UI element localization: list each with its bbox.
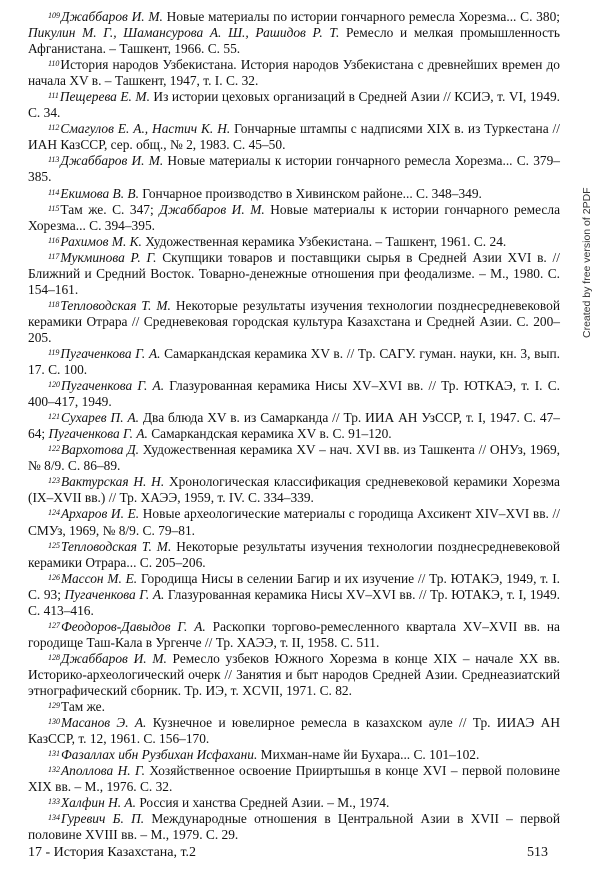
page-number: 513 <box>527 845 548 860</box>
endnote-item <box>28 121 560 153</box>
endnote-number: 109 <box>48 11 60 20</box>
endnote-text: Новые материалы к истории гончарного ремесла Хорезма... С. 379–385. <box>28 153 560 185</box>
endnote-number: 120 <box>48 380 60 390</box>
endnote-text: Из истории цеховых организаций в Средней Азии // КСИЭ, т. VI, 1949. С. 34. <box>28 89 560 121</box>
endnote-item <box>28 298 560 346</box>
endnote-item <box>28 715 560 747</box>
endnote-text: Михман-наме йи Бухара... С. 101–102. <box>257 747 480 763</box>
endnote-number: 117 <box>48 251 60 261</box>
endnote-item <box>28 346 560 378</box>
endnote-number: 124 <box>48 508 60 518</box>
endnote-text: Художественная керамика XV – нач. XVI вв. из Ташкента // ОНУз, 1969, № 8/9. С. 86–89. <box>28 442 560 474</box>
endnote-author: Пещерева Е. М. <box>59 89 150 105</box>
endnote-text: Некоторые результаты изучения технологии позднесредневековой керамики Отрара // Средневековая городская культура Казахстана и Средней Азии. С. 200–205. <box>28 297 560 345</box>
endnote-text: Россия и ханства Средней Азии. – М., 1974. <box>135 795 390 811</box>
endnote-number: 129 <box>48 701 60 711</box>
endnote-author: Вактурская Н. Н. <box>61 474 165 490</box>
endnote-number: 121 <box>48 412 60 422</box>
endnote-author: Джаббаров И. М. <box>61 650 167 666</box>
endnote-author: Смагулов Е. А., Настич К. Н. <box>60 121 231 137</box>
endnote-number: 118 <box>48 299 60 309</box>
endnote-item <box>28 474 560 506</box>
endnote-text: Глазурованная керамика Нисы XV–XVI вв. // Тр. ЮТАКЭ, т. I, 1949. С. 413–416. <box>28 586 560 618</box>
endnote-text: Раскопки торгово-ремесленного квартала XV–XVII вв. на городище Таш-Кала в Ургенче // Тр. ХАЭЭ, т. II, 1958. С. 511. <box>28 618 561 650</box>
endnote-author: Мукминова Р. Г. <box>60 249 157 265</box>
endnote-item <box>28 651 560 699</box>
endnote-text: Новые материалы по истории гончарного ремесла Хорезма... С. 380; <box>162 9 560 24</box>
watermark-text: Created by free version of 2PDF <box>581 187 593 338</box>
signature-mark: 17 - История Казахстана, т.2 <box>28 845 197 860</box>
endnote-text: Хозяйственное освоение Прииртышья в конце XVI – первой половине XIX вв. – М., 1976. С. 32. <box>28 763 560 795</box>
endnote-item <box>28 539 560 571</box>
endnote-item <box>28 153 560 185</box>
endnote-item <box>28 234 560 250</box>
endnote-author: Фазаллах ибн Рузбихан Исфахани. <box>61 747 258 763</box>
endnote-item <box>28 747 560 763</box>
endnote-text: Два блюда XV в. из Самарканда // Тр. ИИА АН УзССР, т. I, 1947. С. 47–64; <box>28 410 560 442</box>
endnote-number: 122 <box>48 444 60 454</box>
endnote-item <box>28 57 560 89</box>
endnote-item <box>28 506 560 538</box>
endnote-text: Кузнечное и ювелирное ремесла в казахском ауле // Тр. ИИАЭ АН КазССР, т. 12, 1961. С. 156–170. <box>28 715 560 747</box>
endnote-number: 125 <box>48 540 60 550</box>
endnote-text: Ремесло и мелкая промышленность Афганистана. – Ташкент, 1966. С. 55. <box>28 25 560 57</box>
endnote-number: 131 <box>48 749 60 759</box>
endnote-text: Некоторые результаты изучения технологии позднесредневековой керамики Отрара... С. 205–206. <box>28 538 560 570</box>
endnote-author: Халфин Н. А. <box>61 795 136 811</box>
endnote-text: Международные отношения в Центральной Азии в XVII – первой половине XVIII вв. – М., 1979. С. 29. <box>28 811 560 843</box>
endnote-number: 132 <box>48 765 60 775</box>
pdf-watermark <box>579 168 595 338</box>
endnote-author: Джаббаров И. М. <box>159 201 265 217</box>
endnote-author: Тепловодская Т. М. <box>61 538 172 554</box>
endnote-author: Вархотова Д. <box>61 442 140 458</box>
endnote-author: Джаббаров И. М. <box>61 9 163 24</box>
endnote-item <box>28 202 560 234</box>
endnote-item <box>28 89 560 121</box>
endnote-item <box>28 250 560 298</box>
endnote-text: Глазурованная керамика Нисы XV–XVI вв. // Тр. ЮТКАЭ, т. I. С. 400–417, 1949. <box>28 378 560 410</box>
endnote-item <box>28 571 560 619</box>
endnote-item <box>28 9 560 57</box>
endnote-author: Архаров И. Е. <box>61 506 140 522</box>
endnote-author: Гуревич Б. П. <box>61 811 145 827</box>
endnote-item <box>28 442 560 474</box>
endnote-item <box>28 763 560 795</box>
endnote-text: Новые археологические материалы с городища Ахсикент XIV–XVI вв. // СМУз, 1969, № 8/9. С. 79–81. <box>28 506 560 538</box>
endnote-text: Там же. <box>61 699 105 715</box>
endnote-text: Самаркандская керамика XV в. // Тр. САГУ. гуман. науки, кн. 3, вып. 17. С. 100. <box>28 345 560 378</box>
endnote-number: 110 <box>48 59 60 69</box>
endnote-author: Рахимов М. К. <box>60 233 142 249</box>
endnote-item <box>28 811 560 843</box>
page-footer <box>28 845 560 863</box>
endnote-text: Хронологическая классификация средневековой керамики Хорезма (IX–XVII вв.) // Тр. ХАЭЭ, 1959, т. IV. С. 334–339. <box>28 474 560 506</box>
endnote-number: 116 <box>48 235 60 245</box>
endnote-author: Пугаченкова Г. А. <box>64 586 165 602</box>
endnote-author: Сухарев П. А. <box>61 410 139 426</box>
endnote-number: 133 <box>48 797 60 807</box>
endnote-author: Екимова В. В. <box>60 185 139 201</box>
endnote-number: 127 <box>48 620 60 630</box>
endnote-item <box>28 186 560 202</box>
endnote-number: 130 <box>48 717 60 727</box>
endnote-item <box>28 795 560 811</box>
endnote-number: 128 <box>48 652 60 662</box>
endnote-number: 111 <box>48 91 59 101</box>
endnote-text: Скупщики товаров и поставщики сырья в Средней Азии XVI в. // Ближний и Средний Восток. Товарно-денежные отношения при феодализме. – М., 1980. С. 154–161. <box>28 249 560 297</box>
endnote-text: Самаркандская керамика XV в. С. 91–120. <box>147 426 392 442</box>
endnote-text: Художественная керамика Узбекистана. – Ташкент, 1961. С. 24. <box>141 233 507 249</box>
endnotes-list <box>28 9 560 843</box>
endnote-author: Джаббаров И. М. <box>60 153 164 169</box>
endnote-item <box>28 378 560 410</box>
endnote-text: История народов Узбекистана. История народов Узбекистана с древнейших времен до начала XV в. – Ташкент, 1947, т. I. С. 32. <box>28 57 560 89</box>
endnote-author: Аполлова Н. Г. <box>61 763 145 779</box>
endnote-number: 134 <box>48 813 60 823</box>
endnote-author: Массон М. Е. <box>61 570 138 586</box>
endnote-number: 119 <box>48 347 60 357</box>
endnote-author: Пугаченкова Г. А. <box>60 345 161 361</box>
endnote-author: Пугаченкова Г. А. <box>61 378 165 394</box>
endnote-number: 114 <box>48 187 60 197</box>
endnote-author: Тепловодская Т. М. <box>60 297 171 313</box>
endnote-number: 126 <box>48 572 60 582</box>
endnote-number: 123 <box>48 476 60 486</box>
endnote-number: 115 <box>48 203 60 213</box>
endnote-item <box>28 410 560 442</box>
endnote-number: 113 <box>48 155 60 165</box>
endnote-text: Там же. С. 347; <box>60 201 160 217</box>
endnote-author: Пикулин М. Г., Шамансурова А. Ш., Рашидов Р. Т. <box>28 25 340 41</box>
endnote-item <box>28 619 560 651</box>
endnote-text: Городища Нисы в селении Багир и их изучение // Тр. ЮТАКЭ, 1949, т. I. С. 93; <box>28 570 561 602</box>
endnote-author: Пугаченкова Г. А. <box>48 426 148 442</box>
endnote-text: Гончарные штампы с надписями XIX в. из Туркестана // ИАН КазССР, сер. общ., № 2, 1983. С. 45–50. <box>28 121 560 153</box>
endnote-number: 112 <box>48 123 60 133</box>
endnote-text: Гончарное производство в Хивинском районе... С. 348–349. <box>138 185 482 201</box>
endnote-author: Масанов Э. А. <box>61 715 147 731</box>
endnote-text: Новые материалы к истории гончарного ремесла Хорезма... С. 394–395. <box>28 201 561 233</box>
endnote-author: Феодоров-Давыдов Г. А. <box>61 618 206 634</box>
endnote-text: Ремесло узбеков Южного Хорезма в конце XIX – начале XX вв. Историко-археологический очерк // Занятия и быт народов Средней Азии. Среднеазиатский этнографический сборник. Тр. ИЭ, т. XCVII, 1971. С. 82. <box>28 650 561 698</box>
endnote-item <box>28 699 560 715</box>
